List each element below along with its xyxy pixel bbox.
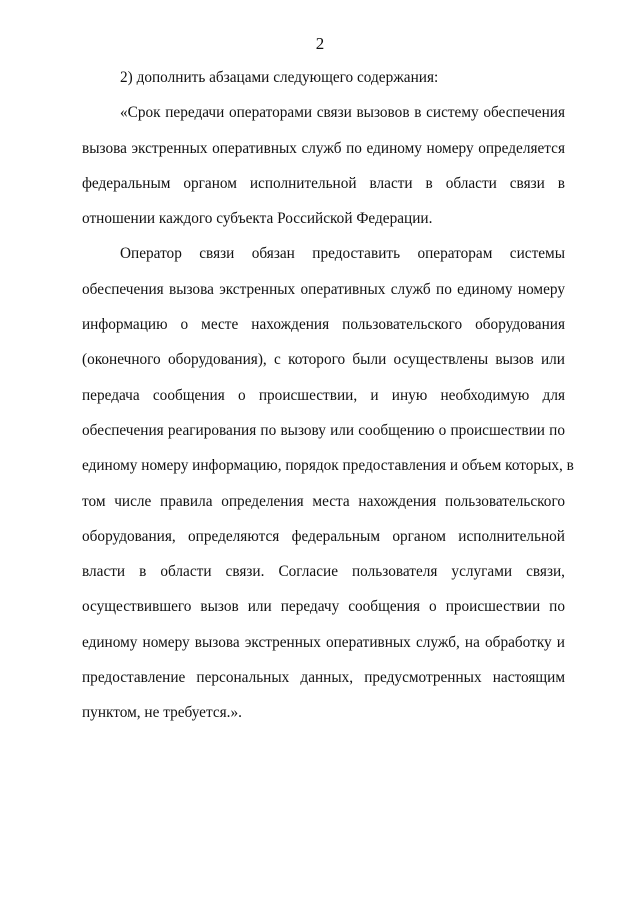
paragraph-amendment-intro — [82, 60, 565, 95]
text-line: информацию о месте нахождения пользовательского оборудования — [82, 316, 565, 334]
document-body — [82, 60, 574, 731]
text-line: единому номеру вызова экстренных оперативных служб, на обработку и — [82, 633, 565, 651]
text-line: отношении каждого субъекта Российской Федерации. — [82, 210, 433, 228]
text-line: пунктом, не требуется.». — [82, 704, 242, 722]
text-line: «Срок передачи операторами связи вызовов в систему обеспечения — [120, 104, 565, 122]
text-line: предоставление персональных данных, предусмотренных настоящим — [82, 669, 565, 687]
text-line: том числе правила определения места нахождения пользовательского — [82, 492, 565, 510]
text-line: вызова экстренных оперативных служб по единому номеру определяется — [82, 139, 565, 157]
text-line: власти в области связи. Согласие пользователя услугами связи, — [82, 563, 565, 581]
text-line: обеспечения реагирования по вызову или сообщению о происшествии по — [82, 421, 565, 439]
text-line: оборудования, определяются федеральным органом исполнительной — [82, 527, 565, 545]
paragraph-call-transfer-term — [82, 95, 565, 236]
text-line: 2) дополнить абзацами следующего содержания: — [120, 69, 439, 86]
text-line: федеральным органом исполнительной власти в области связи в — [82, 174, 565, 192]
text-line: Оператор связи обязан предоставить операторам системы — [120, 245, 565, 263]
text-line: единому номеру информацию, порядок предоставления и объем которых, в — [82, 457, 574, 475]
text-line: обеспечения вызова экстренных оперативных служб по единому номеру — [82, 280, 565, 298]
page-number: 2 — [315, 34, 325, 53]
paragraph-operator-obligation — [82, 236, 574, 730]
text-line: осуществившего вызов или передачу сообщения о происшествии по — [82, 598, 565, 616]
text-line: передача сообщения о происшествии, и иную необходимую для — [82, 386, 565, 404]
text-line: (оконечного оборудования), с которого были осуществлены вызов или — [82, 351, 565, 369]
